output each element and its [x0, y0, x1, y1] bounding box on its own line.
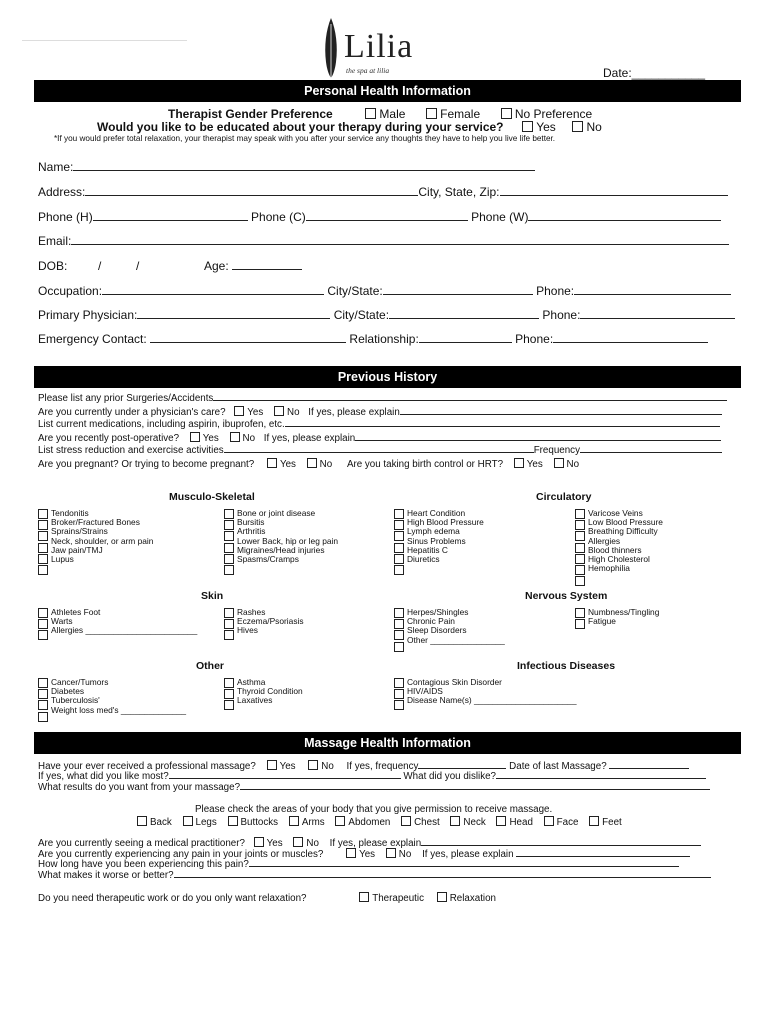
pregnant-no-checkbox[interactable] [307, 458, 317, 468]
stress-frequency-label: Frequency [533, 445, 580, 456]
practitioner-yes-checkbox[interactable] [254, 837, 264, 847]
header-rule [22, 40, 187, 41]
liked-label: If yes, what did you like most? [38, 771, 169, 782]
surgeries-label: Please list any prior Surgeries/Accidents [38, 393, 214, 404]
pregnant-no-label: No [319, 459, 333, 470]
condition-item: Contagious Skin Disorder [407, 677, 502, 687]
physician-care-yes-label: Yes [247, 407, 264, 418]
area-feet-checkbox[interactable] [589, 816, 599, 826]
worse-field[interactable] [174, 877, 711, 878]
address-field[interactable] [85, 195, 418, 196]
gender-none-checkbox[interactable] [501, 108, 512, 119]
circulatory-title: Circulatory [536, 491, 592, 503]
meds-field[interactable] [285, 426, 720, 427]
surgeries-row [38, 393, 727, 404]
condition-item: Blood thinners [588, 544, 642, 555]
occupation-phone-field[interactable] [574, 294, 731, 295]
area-label: Abdomen [348, 817, 391, 828]
address-row [38, 185, 728, 199]
condition-item: Rashes [237, 607, 266, 617]
therapeutic-row [38, 892, 496, 904]
skin-col2 [237, 608, 304, 636]
infectious-title: Infectious Diseases [517, 660, 616, 672]
condition-item: Diabetes [51, 686, 85, 697]
how-long-row [38, 859, 679, 870]
condition-item: Bursitis [237, 517, 265, 528]
condition-item: Hemophilia [588, 563, 630, 574]
gender-label: Therapist Gender Preference [168, 107, 333, 121]
areas-prompt: Please check the areas of your body that you give permission to receive massage. [195, 804, 553, 815]
dob-row [38, 259, 229, 273]
condition-item: Low Blood Pressure [588, 517, 663, 528]
email-field[interactable] [71, 244, 729, 245]
emergency-phone-field[interactable] [553, 342, 708, 343]
educate-yes-label: Yes [536, 120, 556, 134]
condition-item: Numbness/Tingling [588, 607, 660, 617]
age-label: Age: [204, 259, 229, 273]
gender-female-label: Female [440, 107, 481, 121]
area-arms-checkbox[interactable] [289, 816, 299, 826]
area-neck-checkbox[interactable] [450, 816, 460, 826]
stress-field[interactable] [224, 452, 534, 453]
other-col2-boxes[interactable] [224, 678, 234, 712]
condition-item: Allergies [588, 535, 621, 546]
name-row [38, 160, 535, 174]
condition-item: Diuretics [407, 553, 440, 564]
condition-item: Sleep Disorders [407, 625, 467, 636]
received-no-label: No [321, 761, 334, 772]
occupation-city-label: City/State: [327, 284, 383, 298]
condition-item: Varicose Veins [588, 508, 643, 518]
emergency-phone-label: Phone: [515, 332, 554, 346]
area-label: Face [556, 817, 579, 828]
area-legs-checkbox[interactable] [183, 816, 193, 826]
postop-explain-field[interactable] [355, 440, 721, 441]
circulatory-col2 [588, 509, 663, 573]
postop-yes-label: Yes [202, 433, 219, 444]
areas-row [137, 816, 622, 828]
condition-item: Sprains/Strains [51, 526, 108, 537]
how-long-label: How long have you been experiencing this pain? [38, 859, 249, 870]
condition-item: Broker/Fractured Bones [51, 517, 140, 528]
condition-item: Asthma [237, 677, 266, 687]
name-label: Name: [38, 160, 74, 174]
condition-item: Hives [237, 625, 258, 636]
emergency-field[interactable] [150, 342, 346, 343]
condition-item: Cancer/Tumors [51, 677, 109, 687]
postop-row [38, 432, 721, 444]
received-yes-checkbox[interactable] [267, 760, 277, 770]
postop-no-checkbox[interactable] [230, 432, 240, 442]
physician-phone-field[interactable] [580, 318, 735, 319]
postop-yes-checkbox[interactable] [190, 432, 200, 442]
condition-item: Allergies ________________________ [51, 625, 198, 636]
musculo-col1-boxes[interactable] [38, 509, 48, 576]
occupation-label: Occupation: [38, 284, 103, 298]
condition-item: Athletes Foot [51, 607, 101, 617]
cypress-tree-icon [322, 18, 340, 78]
pregnant-label: Are you pregnant? Or trying to become pregnant? [38, 459, 255, 470]
nervous-title: Nervous System [525, 590, 608, 602]
condition-item: Fatigue [588, 616, 616, 627]
city-state-zip-field[interactable] [500, 195, 728, 196]
nervous-col1 [407, 608, 505, 645]
birth-control-label: Are you taking birth control or HRT? [346, 459, 504, 470]
physician-care-explain-field[interactable] [400, 414, 722, 415]
practitioner-no-checkbox[interactable] [293, 837, 303, 847]
area-abdomen-checkbox[interactable] [335, 816, 345, 826]
gender-female-checkbox[interactable] [426, 108, 437, 119]
area-label: Neck [463, 817, 486, 828]
gender-row [168, 107, 592, 121]
condition-item: Tuberculosis' [51, 695, 100, 706]
pain-no-checkbox[interactable] [386, 848, 396, 858]
phone-h-label: Phone (H) [38, 210, 93, 224]
condition-item: HIV/AIDS [407, 686, 443, 697]
area-label: Buttocks [240, 817, 279, 828]
condition-item: Arthritis [237, 526, 266, 537]
email-row [38, 234, 729, 248]
relaxation-label: Relaxation [449, 893, 497, 904]
city-state-zip-label: City, State, Zip: [418, 185, 500, 199]
dob-label: DOB: [38, 259, 68, 273]
phone-w-label: Phone (W) [471, 210, 529, 224]
phone-c-label: Phone (C) [251, 210, 306, 224]
physician-field[interactable] [137, 318, 330, 319]
practitioner-explain: If yes, please explain [329, 838, 422, 849]
other-col1 [51, 678, 186, 715]
area-back-checkbox[interactable] [137, 816, 147, 826]
educate-yes-checkbox[interactable] [522, 121, 533, 132]
pregnant-row [38, 458, 579, 470]
physician-care-no-checkbox[interactable] [274, 406, 284, 416]
condition-item: Neck, shoulder, or arm pain [51, 535, 154, 546]
occupation-field[interactable] [102, 294, 324, 295]
circulatory-col1-boxes[interactable] [394, 509, 404, 576]
area-face-checkbox[interactable] [544, 816, 554, 826]
logo-tagline: the spa at lilia [346, 66, 390, 75]
occupation-row [38, 284, 731, 298]
condition-item: Eczema/Psoriasis [237, 616, 304, 627]
infectious-col1-boxes[interactable] [394, 678, 404, 712]
relaxation-note: *If you would prefer total relaxation, your therapist may speak with you after your service any thoughts they have to help you live life better. [54, 134, 556, 143]
gender-none-label: No Preference [514, 107, 593, 121]
condition-item: Weight loss med's ______________ [51, 704, 187, 715]
relationship-field[interactable] [419, 342, 512, 343]
other-title: Other [196, 660, 225, 672]
musculo-title: Musculo-Skeletal [169, 491, 255, 503]
disliked-field[interactable] [496, 778, 706, 779]
educate-no-label: No [586, 120, 602, 134]
age-field[interactable] [232, 269, 302, 270]
pregnant-yes-checkbox[interactable] [267, 458, 277, 468]
pain-explain-field[interactable] [516, 856, 690, 857]
results-row [38, 782, 710, 793]
condition-item: Other ________________ [407, 634, 505, 645]
personal-header: Personal Health Information [34, 80, 741, 102]
postop-explain: If yes, please explain [263, 433, 356, 444]
other-col1-boxes[interactable] [38, 678, 48, 723]
therapeutic-checkbox[interactable] [359, 892, 369, 902]
received-yes-label: Yes [279, 761, 296, 772]
area-label: Head [509, 817, 533, 828]
phone-h-field[interactable] [93, 220, 248, 221]
last-massage-label: Date of last Massage? [509, 761, 607, 772]
how-long-field[interactable] [249, 866, 679, 867]
liked-field[interactable] [169, 778, 401, 779]
condition-item: Heart Condition [407, 508, 466, 518]
area-buttocks-checkbox[interactable] [228, 816, 238, 826]
postop-no-label: No [242, 433, 256, 444]
occupation-city-field[interactable] [383, 294, 533, 295]
condition-item: High Cholesterol [588, 553, 650, 564]
physician-city-label: City/State: [333, 308, 390, 322]
liked-row [38, 771, 706, 782]
history-header: Previous History [34, 366, 741, 388]
skin-title: Skin [201, 590, 224, 602]
received-frequency-label: If yes, frequency [346, 761, 419, 772]
condition-item: Sinus Problems [407, 535, 466, 546]
condition-item: Laxatives [237, 695, 273, 706]
physician-row [38, 308, 735, 322]
infectious-col1 [407, 678, 577, 706]
phone-w-field[interactable] [528, 220, 721, 221]
practitioner-no-label: No [306, 838, 319, 849]
therapeutic-label: Therapeutic [372, 893, 424, 904]
condition-item: Jaw pain/TMJ [51, 544, 103, 555]
area-label: Feet [602, 817, 622, 828]
musculo-col2 [237, 509, 338, 564]
pain-label: Are you currently experiencing any pain in your joints or muscles? [38, 849, 324, 860]
occupation-phone-label: Phone: [536, 284, 575, 298]
musculo-col2-boxes[interactable] [224, 509, 234, 576]
condition-item: Lymph edema [407, 526, 460, 537]
gender-male-checkbox[interactable] [365, 108, 376, 119]
last-massage-field[interactable] [609, 768, 689, 769]
area-head-checkbox[interactable] [496, 816, 506, 826]
condition-item: Chronic Pain [407, 616, 455, 627]
stress-frequency-field[interactable] [580, 452, 722, 453]
disliked-label: What did you dislike? [403, 771, 496, 782]
educate-row [97, 120, 602, 134]
condition-item: Bone or joint disease [237, 508, 316, 518]
pregnant-yes-label: Yes [279, 459, 296, 470]
birth-control-no-checkbox[interactable] [554, 458, 564, 468]
nervous-col2-boxes[interactable] [575, 608, 585, 630]
date-field[interactable]: Date:___________ [603, 66, 706, 80]
pain-yes-checkbox[interactable] [346, 848, 356, 858]
condition-item: Lupus [51, 553, 74, 564]
area-label: Legs [195, 817, 217, 828]
meds-label: List current medications, including aspirin, ibuprofen, etc. [38, 419, 285, 430]
nervous-col1-boxes[interactable] [394, 608, 404, 653]
condition-item: Thyroid Condition [237, 686, 303, 697]
physician-care-no-label: No [287, 407, 300, 418]
condition-item: Warts [51, 616, 73, 627]
birth-control-yes-label: Yes [526, 459, 543, 470]
circulatory-col1 [407, 509, 484, 564]
stress-label: List stress reduction and exercise activities [38, 445, 224, 456]
skin-col2-boxes[interactable] [224, 608, 234, 642]
name-field[interactable] [73, 170, 535, 171]
physician-care-yes-checkbox[interactable] [234, 406, 244, 416]
worse-label: What makes it worse or better? [38, 870, 174, 881]
address-label: Address: [38, 185, 86, 199]
pain-explain: If yes, please explain [422, 849, 514, 860]
condition-item: Migraines/Head injuries [237, 544, 325, 555]
condition-item: Breathing Difficulty [588, 526, 658, 537]
area-label: Arms [301, 817, 325, 828]
surgeries-field[interactable] [213, 400, 727, 401]
circulatory-col2-boxes[interactable] [575, 509, 585, 587]
area-label: Chest [414, 817, 440, 828]
physician-city-field[interactable] [389, 318, 539, 319]
results-field[interactable] [240, 789, 710, 790]
musculo-col1 [51, 509, 153, 564]
physician-care-explain: If yes, please explain [308, 407, 400, 418]
emergency-row [38, 332, 708, 346]
area-chest-checkbox[interactable] [401, 816, 411, 826]
meds-row [38, 419, 720, 430]
postop-label: Are you recently post-operative? [38, 433, 180, 444]
practitioner-explain-field[interactable] [421, 845, 701, 846]
received-label: Have your ever received a professional massage? [38, 761, 256, 772]
condition-item: Lower Back, hip or leg pain [237, 535, 339, 546]
stress-row [38, 445, 722, 456]
physician-care-label: Are you currently under a physician's care? [38, 407, 226, 418]
skin-col1 [51, 608, 197, 636]
results-label: What results do you want from your massage? [38, 782, 241, 793]
condition-item: Hepatitis C [407, 544, 448, 555]
practitioner-yes-label: Yes [266, 838, 283, 849]
therapeutic-question: Do you need therapeutic work or do you only want relaxation? [38, 893, 307, 904]
logo-name: Lilia [344, 28, 414, 65]
condition-item: Spasms/Cramps [237, 553, 299, 564]
birth-control-no-label: No [566, 459, 580, 470]
practitioner-label: Are you currently seeing a medical practitioner? [38, 838, 245, 849]
received-no-checkbox[interactable] [308, 760, 318, 770]
physician-phone-label: Phone: [542, 308, 581, 322]
phones-row [38, 210, 721, 224]
relationship-label: Relationship: [349, 332, 419, 346]
pain-no-label: No [398, 849, 412, 860]
email-label: Email: [38, 234, 72, 248]
logo [322, 18, 442, 80]
area-label: Back [150, 817, 172, 828]
condition-item: Herpes/Shingles [407, 607, 469, 617]
other-col2 [237, 678, 303, 706]
received-frequency-field[interactable] [418, 768, 506, 769]
condition-item: High Blood Pressure [407, 517, 484, 528]
physician-label: Primary Physician: [38, 308, 138, 322]
physician-care-row [38, 406, 722, 418]
nervous-col2 [588, 608, 659, 626]
educate-no-checkbox[interactable] [572, 121, 583, 132]
gender-male-label: Male [379, 107, 406, 121]
emergency-label: Emergency Contact: [38, 332, 147, 346]
pain-yes-label: Yes [359, 849, 376, 860]
dob-sep1: / [98, 259, 102, 273]
massage-header: Massage Health Information [34, 732, 741, 754]
phone-c-field[interactable] [306, 220, 468, 221]
dob-sep2: / [136, 259, 140, 273]
educate-question: Would you like to be educated about your therapy during your service? [97, 120, 504, 134]
skin-col1-boxes[interactable] [38, 608, 48, 642]
condition-item: Disease Name(s) ______________________ [407, 695, 577, 706]
relaxation-checkbox[interactable] [437, 892, 447, 902]
worse-row [38, 870, 711, 881]
birth-control-yes-checkbox[interactable] [514, 458, 524, 468]
condition-item: Tendonitis [51, 508, 89, 518]
